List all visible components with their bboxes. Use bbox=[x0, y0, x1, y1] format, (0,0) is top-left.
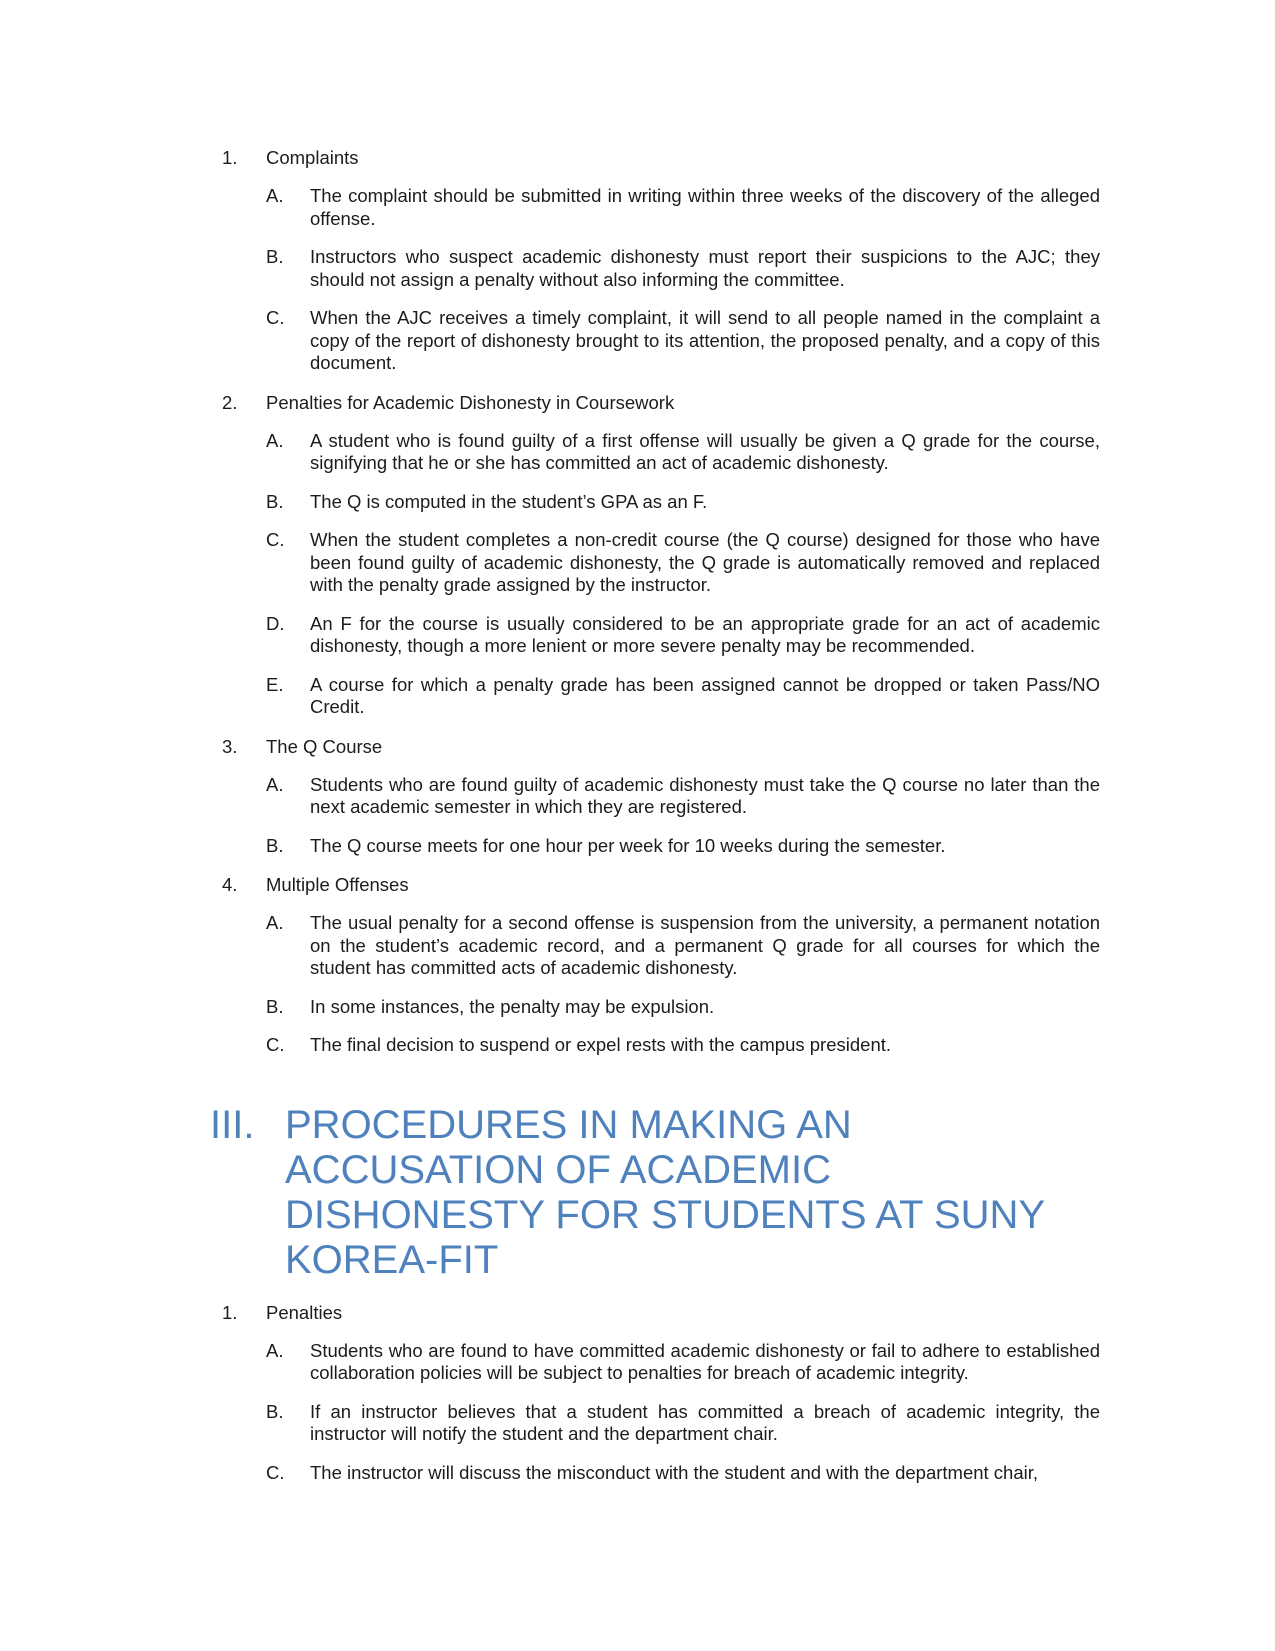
item-text: A student who is found guilty of a first offense will usually be given a Q grade for the course, signifying that he or she has committed an act of academic dishonesty. bbox=[310, 429, 1100, 473]
list-item bbox=[266, 491, 1100, 514]
item-text: A course for which a penalty grade has been assigned cannot be dropped or taken Pass/NO Credit. bbox=[310, 673, 1100, 717]
heading-text: PROCEDURES IN MAKING AN ACCUSATION OF ACADEMIC DISHONESTY FOR STUDENTS AT SUNY KOREA-FIT bbox=[285, 1102, 1045, 1282]
item-text: Students who are found to have committed academic dishonesty or fail to adhere to established collaboration policies will be subject to penalties for breach of academic integrity. bbox=[310, 1339, 1100, 1383]
list-item bbox=[266, 835, 1100, 858]
item-letter: E. bbox=[266, 673, 284, 695]
item-text: The instructor will discuss the misconduct with the student and with the department chair, bbox=[310, 1461, 1039, 1483]
item-letter: B. bbox=[266, 246, 284, 267]
item-letter: A. bbox=[266, 912, 284, 933]
section-number: 2. bbox=[222, 391, 238, 413]
section-title: Penalties for Academic Dishonesty in Coursework bbox=[266, 391, 675, 413]
item-text: When the AJC receives a timely complaint, it will send to all people named in the complaint a copy of the report of dishonesty brought to its attention, the proposed penalty, and a copy of this document. bbox=[310, 307, 1100, 373]
item-letter: C. bbox=[266, 1034, 285, 1055]
section-heading bbox=[210, 1103, 1100, 1283]
item-text: The final decision to suspend or expel rests with the campus president. bbox=[310, 1034, 892, 1055]
list-item bbox=[266, 529, 1100, 597]
list-item bbox=[266, 774, 1100, 819]
list-item bbox=[266, 1340, 1100, 1385]
list-item bbox=[266, 912, 1100, 980]
list-item bbox=[266, 1401, 1100, 1446]
item-text: The complaint should be submitted in writing within three weeks of the discovery of the alleged offense. bbox=[310, 185, 1100, 229]
item-text: If an instructor believes that a student has committed a breach of academic integrity, the instructor will notify the student and the department chair. bbox=[310, 1400, 1100, 1444]
item-letter: A. bbox=[266, 429, 284, 451]
numbered-section bbox=[222, 146, 1100, 169]
numbered-section bbox=[222, 391, 1100, 414]
item-letter: D. bbox=[266, 612, 285, 634]
item-letter: B. bbox=[266, 995, 284, 1017]
list-item bbox=[266, 996, 1100, 1019]
item-text: In some instances, the penalty may be expulsion. bbox=[310, 995, 715, 1017]
section-number: 4. bbox=[222, 874, 238, 895]
section-title: Complaints bbox=[266, 147, 359, 168]
item-letter: B. bbox=[266, 1400, 284, 1422]
document-body bbox=[210, 146, 1100, 1500]
item-text: When the student completes a non-credit course (the Q course) designed for those who have been found guilty of academic dishonesty, the Q grade is automatically removed and replaced with the penalty grade assigned by the instructor. bbox=[310, 529, 1100, 595]
item-letter: C. bbox=[266, 307, 285, 328]
list-item bbox=[266, 1034, 1100, 1057]
item-letter: C. bbox=[266, 529, 285, 550]
list-item bbox=[266, 1462, 1100, 1485]
list-item bbox=[266, 674, 1100, 719]
item-letter: A. bbox=[266, 185, 284, 206]
section-number: 1. bbox=[222, 147, 238, 168]
section-number: 1. bbox=[222, 1301, 238, 1323]
section-title: Penalties bbox=[266, 1301, 343, 1323]
list-item bbox=[266, 246, 1100, 291]
numbered-section bbox=[222, 873, 1100, 896]
list-item bbox=[266, 430, 1100, 475]
item-text: The Q course meets for one hour per week for 10 weeks during the semester. bbox=[310, 834, 946, 856]
item-text: Instructors who suspect academic dishonesty must report their suspicions to the AJC; they should not assign a penalty without also informing the committee. bbox=[310, 246, 1100, 290]
item-letter: C. bbox=[266, 1461, 285, 1483]
numbered-section bbox=[222, 735, 1100, 758]
section-title: The Q Course bbox=[266, 735, 383, 757]
item-text: The usual penalty for a second offense is suspension from the university, a permanent notation on the student’s academic record, and a permanent Q grade for all courses for which the student has committed acts of academic dishonesty. bbox=[310, 912, 1100, 978]
heading-numeral: III. bbox=[210, 1102, 255, 1147]
item-letter: B. bbox=[266, 834, 284, 856]
list-item bbox=[266, 307, 1100, 375]
numbered-section bbox=[222, 1301, 1100, 1324]
item-text: Students who are found guilty of academic dishonesty must take the Q course no later than the next academic semester in which they are registered. bbox=[310, 773, 1100, 817]
section-number: 3. bbox=[222, 735, 238, 757]
section-title: Multiple Offenses bbox=[266, 874, 409, 895]
item-text: The Q is computed in the student’s GPA as an F. bbox=[310, 490, 708, 512]
item-letter: B. bbox=[266, 490, 284, 512]
item-text: An F for the course is usually considered to be an appropriate grade for an act of academic dishonesty, though a more lenient or more severe penalty may be recommended. bbox=[310, 612, 1100, 656]
item-letter: A. bbox=[266, 1339, 284, 1361]
list-item bbox=[266, 613, 1100, 658]
list-item bbox=[266, 185, 1100, 230]
item-letter: A. bbox=[266, 773, 284, 795]
